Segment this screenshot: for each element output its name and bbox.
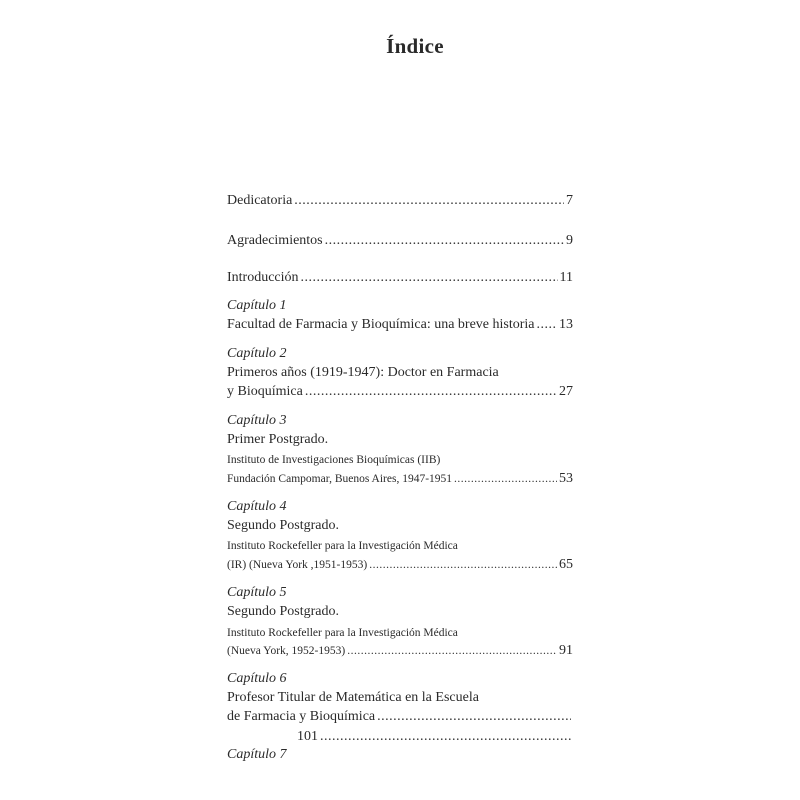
dot-leader (537, 316, 557, 334)
toc-entry-text: Introducción (227, 270, 299, 285)
toc-entry-cap6[interactable] (227, 708, 573, 726)
toc-entry-text: Facultad de Farmacia y Bioquímica: una breve historia (227, 317, 535, 332)
toc-entry-text: Segundo Postgrado. (227, 518, 339, 533)
chapter-label: Capítulo 6 (227, 671, 287, 686)
toc-entry-text: Primeros años (1919-1947): Doctor en Farmacia (227, 365, 499, 380)
dot-leader (325, 232, 564, 250)
page-title: Índice (386, 34, 444, 58)
toc-entry-text: Profesor Titular de Matemática en la Escuela (227, 690, 479, 705)
toc-page-number: 7 (566, 193, 573, 208)
toc-entry-text: Segundo Postgrado. (227, 604, 339, 619)
toc-entry-introduccion[interactable] (227, 269, 573, 287)
toc-entry-text: Dedicatoria (227, 193, 293, 208)
toc-entry-cap5[interactable] (227, 642, 573, 660)
chapter-label: Capítulo 4 (227, 499, 287, 514)
chapter-label: Capítulo 3 (227, 413, 287, 428)
toc-entry-text: Fundación Campomar, Buenos Aires, 1947-1951 (227, 473, 453, 485)
toc-entry-subtext: Instituto Rockefeller para la Investigación Médica (227, 627, 458, 639)
toc-page-number: 91 (559, 643, 573, 658)
toc-entry-text: Primer Postgrado. (227, 432, 329, 447)
toc-page-number: 101 (297, 729, 318, 744)
toc-entry-cap3[interactable] (227, 470, 573, 488)
dot-leader (305, 383, 557, 401)
toc-entry-text: de Farmacia y Bioquímica (227, 709, 376, 724)
toc-page-number: 9 (566, 233, 573, 248)
toc-page-number: 53 (559, 471, 573, 486)
dot-leader (347, 642, 557, 660)
toc-entry-text: (IR) (Nueva York ,1951-1953) (227, 559, 368, 571)
toc-entry-text: (Nueva York, 1952-1953) (227, 645, 346, 657)
dot-leader (320, 728, 571, 746)
toc-page-number: 11 (559, 270, 573, 285)
dot-leader (369, 556, 557, 574)
chapter-label: Capítulo 5 (227, 585, 287, 600)
toc-entry-agradecimientos[interactable] (227, 232, 573, 250)
dot-leader (377, 708, 571, 726)
dot-leader (454, 470, 557, 488)
toc-entry-cap6-page (227, 728, 573, 746)
chapter-label: Capítulo 7 (227, 747, 287, 762)
toc-page-number: 65 (559, 557, 573, 572)
toc-entry-cap2[interactable] (227, 383, 573, 401)
toc-entry-subtext: Instituto de Investigaciones Bioquímicas (IIB) (227, 454, 441, 466)
chapter-label: Capítulo 2 (227, 346, 287, 361)
toc-page-number: 27 (559, 384, 573, 399)
dot-leader (301, 269, 558, 287)
toc-entry-subtext: Instituto Rockefeller para la Investigación Médica (227, 540, 458, 552)
toc-entry-text: y Bioquímica (227, 384, 303, 399)
toc-entry-text: Agradecimientos (227, 233, 323, 248)
toc-entry-dedicatoria[interactable] (227, 192, 573, 210)
toc-entry-cap4[interactable] (227, 556, 573, 574)
toc-entry-cap1[interactable] (227, 316, 573, 334)
chapter-label: Capítulo 1 (227, 298, 287, 313)
dot-leader (294, 192, 564, 210)
toc-page-number: 13 (559, 317, 573, 332)
